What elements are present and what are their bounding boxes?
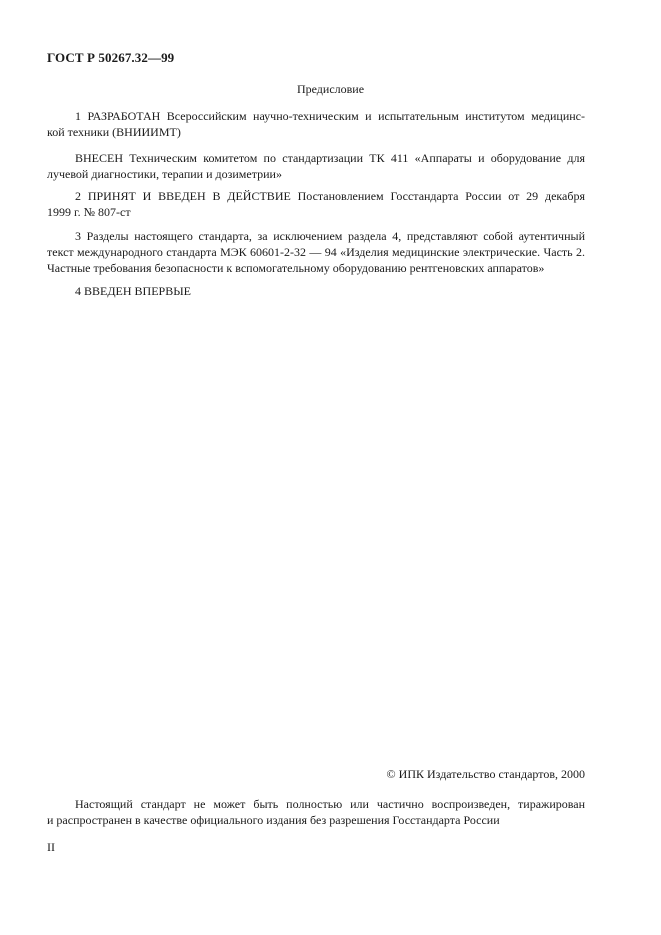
preface-item-first-introduced (47, 283, 585, 299)
page-number: II (47, 840, 55, 854)
preface-item-developed (47, 108, 585, 140)
text-line: 1999 г. № 807-ст (47, 205, 131, 219)
text-line: 4 ВВЕДЕН ВПЕРВЫЕ (75, 284, 191, 298)
document-code: ГОСТ Р 50267.32—99 (47, 50, 175, 65)
text-line: кой техники (ВНИИИМТ) (47, 125, 181, 139)
preface-item-authentic-text (47, 228, 585, 276)
reproduction-notice (47, 796, 585, 828)
text-line: 3 Разделы настоящего стандарта, за исключением раздела 4, представляют собой аутентичный (75, 229, 585, 243)
preface-title: Предисловие (296, 82, 365, 96)
text-line: текст международного стандарта МЭК 60601-2-32 — 94 «Изделия медицинские электрические. Часть 2. (47, 245, 585, 259)
text-line: лучевой диагностики, терапии и дозиметрии» (47, 167, 282, 181)
text-line: ВНЕСЕН Техническим комитетом по стандартизации ТК 411 «Аппараты и оборудование для (75, 151, 585, 165)
text-line: 2 ПРИНЯТ И ВВЕДЕН В ДЕЙСТВИЕ Постановлением Госстандарта России от 29 декабря (75, 189, 585, 203)
copyright-notice: © ИПК Издательство стандартов, 2000 (386, 767, 585, 781)
text-line: Настоящий стандарт не может быть полностью или частично воспроизведен, тиражирован (75, 797, 585, 811)
preface-item-introduced-by (47, 150, 585, 182)
text-line: Частные требования безопасности к вспомогательному оборудованию рентгеновских аппаратов» (47, 261, 545, 275)
text-line: и распространен в качестве официального издания без разрешения Госстандарта России (47, 813, 500, 827)
text-line: 1 РАЗРАБОТАН Всероссийским научно-техническим и испытательным институтом медицинс- (75, 109, 585, 123)
preface-item-adopted (47, 188, 585, 220)
